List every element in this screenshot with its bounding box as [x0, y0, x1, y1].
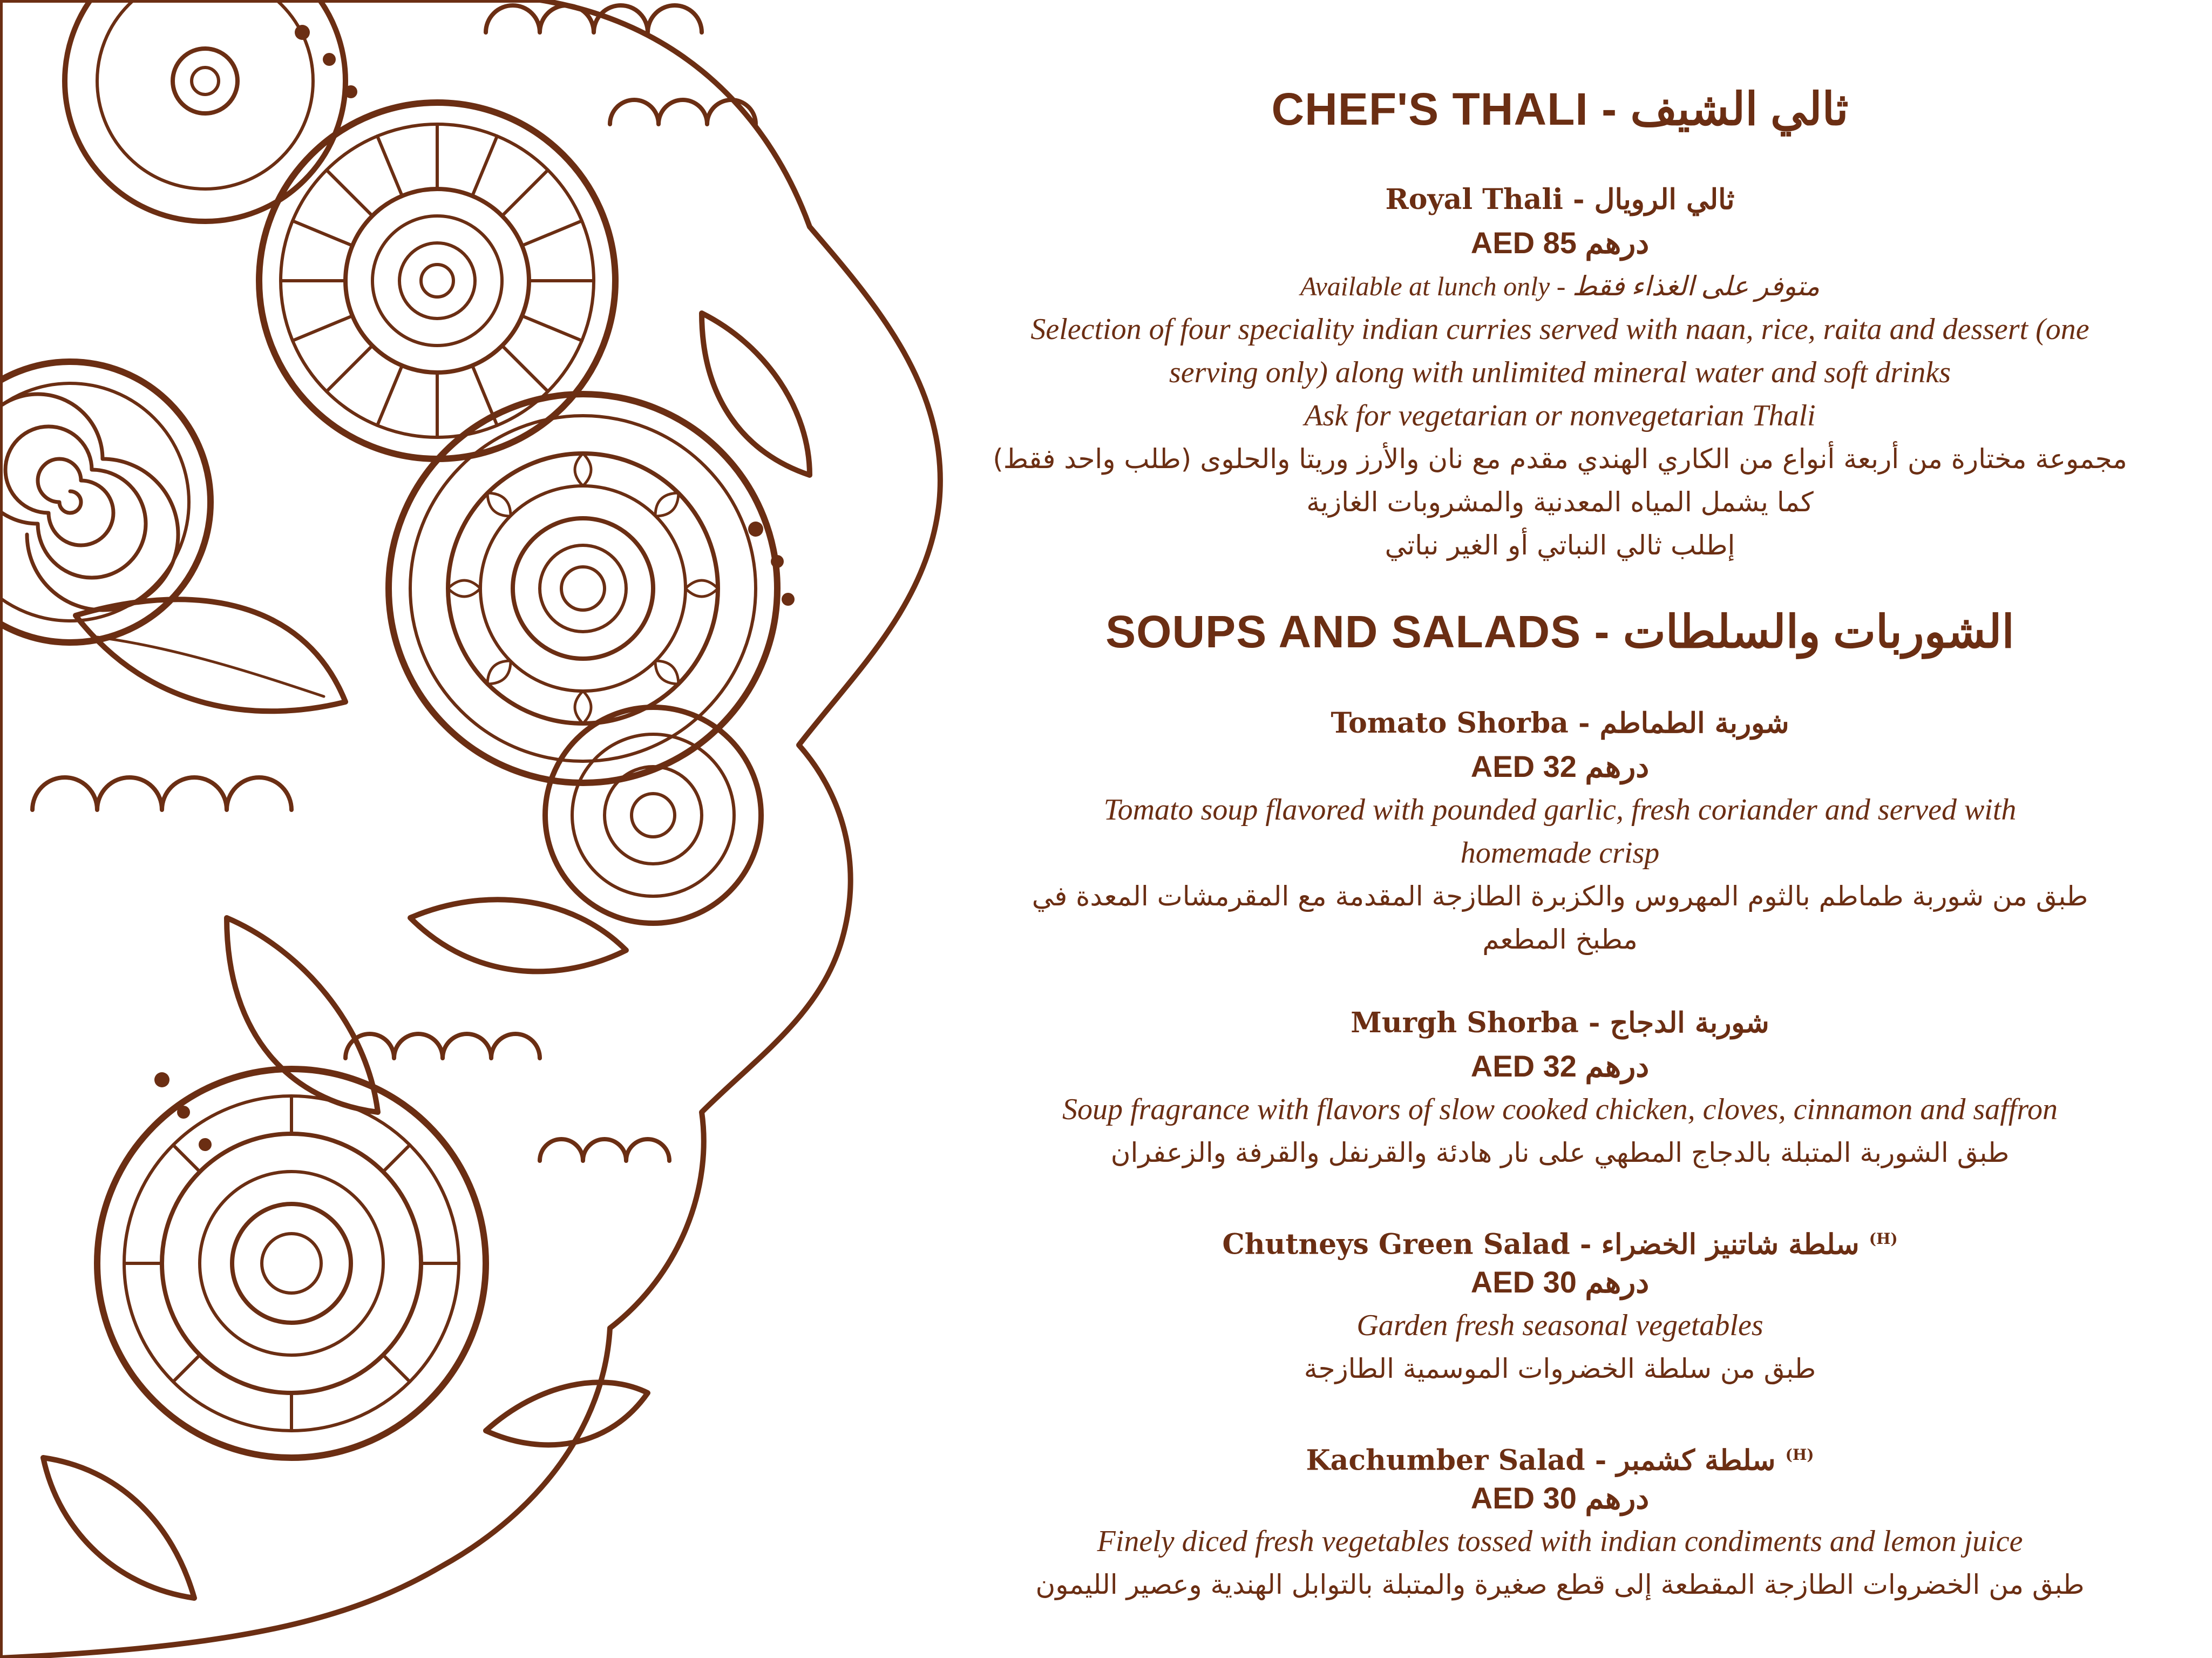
item-name	[939, 1001, 2181, 1045]
item-arabic-line: إطلب ثالي النباتي أو الغير نباتي	[1385, 530, 1735, 561]
item-description-line: Ask for vegetarian or nonvegetarian Thali	[1304, 399, 1816, 432]
section-title-chefs-thali: CHEF'S THALI - ثالي الشيف	[1271, 84, 1849, 134]
item-price: AED 32 درهم	[1470, 749, 1650, 783]
henna-mandala-floral-illustration	[0, 0, 950, 1658]
item-arabic-line: طبق الشوربة المتبلة بالدجاج المطهي على نار هادئة والقرنفل والقرفة والزعفران	[1110, 1137, 2010, 1168]
section-title-soups-and-salads: SOUPS AND SALADS - الشوربات والسلطات	[1105, 606, 2014, 657]
menu-item-chutneys-green-salad	[939, 1217, 2181, 1390]
item-name	[939, 1433, 2181, 1477]
item-description-line: Selection of four speciality indian curries served with naan, rice, raita and dessert (one	[1030, 313, 2089, 346]
item-arabic-line: طبق من شوربة طماطم بالثوم المهروس والكزبرة الطازجة المقدمة مع المقرمشات المعدة في	[1032, 881, 2088, 912]
item-name: Royal Thali - ثالي الرويال	[1385, 183, 1735, 216]
item-name-text: Murgh Shorba - شوربة الدجاج	[1351, 1006, 1769, 1039]
item-description-line: homemade crisp	[1460, 836, 1660, 870]
item-price: AED 85 درهم	[1470, 226, 1650, 260]
item-arabic-line: مطبخ المطعم	[1482, 924, 1638, 955]
item-price: AED 30 درهم	[1470, 1481, 1650, 1515]
item-description-line: Finely diced fresh vegetables tossed with indian condiments and lemon juice	[1097, 1525, 2023, 1558]
menu-item-kachumber-salad	[939, 1433, 2181, 1606]
menu-item-murgh-shorba	[939, 1001, 2181, 1174]
halal-badge: (H)	[1785, 1446, 1814, 1464]
item-description-line: Soup fragrance with flavors of slow cooked chicken, cloves, cinnamon and saffron	[1062, 1093, 2058, 1126]
item-arabic-line: كما يشمل المياه المعدنية والمشروبات الغازية	[1306, 486, 1814, 518]
item-description-line: serving only) along with unlimited mineral water and soft drinks	[1169, 356, 1951, 389]
item-name	[939, 1217, 2181, 1261]
menu-item-tomato-shorba	[939, 702, 2181, 961]
item-arabic-line: طبق من سلطة الخضروات الموسمية الطازجة	[1304, 1353, 1816, 1384]
item-note: Available at lunch only - متوفر على الغذاء فقط	[1300, 271, 1820, 301]
item-arabic-line: مجموعة مختارة من أربعة أنواع من الكاري الهندي مقدم مع نان والأرز وريتا والحلوى (طلب واحد فقط)	[993, 443, 2127, 475]
item-name-text: Tomato Shorba - شوربة الطماطم	[1331, 707, 1789, 740]
item-name	[939, 702, 2181, 745]
item-description-line: Tomato soup flavored with pounded garlic, fresh coriander and served with	[1103, 793, 2017, 827]
menu-content	[939, 0, 2181, 1658]
item-arabic-line: طبق من الخضروات الطازجة المقطعة إلى قطع صغيرة والمتبلة بالتوابل الهندية وعصير الليمون	[1035, 1569, 2085, 1600]
item-name-text: Chutneys Green Salad - سلطة شاتنيز الخضراء	[1222, 1228, 1860, 1261]
item-name-text: Kachumber Salad - سلطة كشمبر	[1306, 1444, 1776, 1477]
item-price: AED 32 درهم	[1470, 1049, 1650, 1083]
item-description-line: Garden fresh seasonal vegetables	[1356, 1309, 1763, 1342]
halal-badge: (H)	[1869, 1230, 1898, 1248]
item-price: AED 30 درهم	[1470, 1265, 1650, 1299]
menu-item-royal-thali	[939, 178, 2181, 567]
